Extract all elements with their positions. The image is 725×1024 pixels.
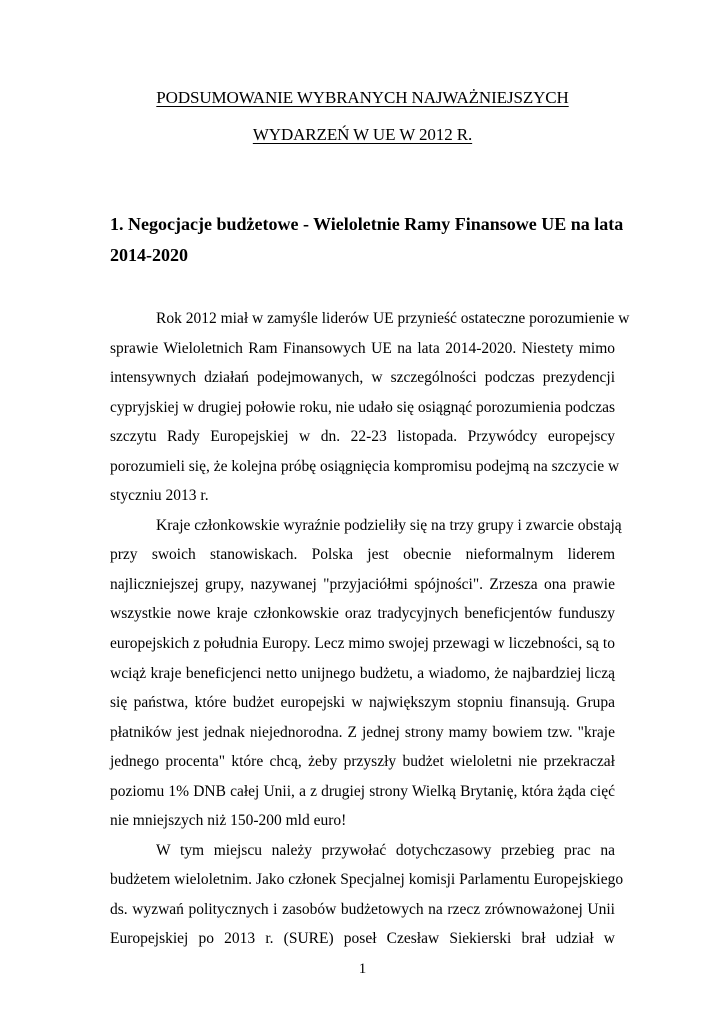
body-line: porozumieli się, że kolejna próbę osiągnięcia kompromisu podejmą na szczycie w (110, 457, 620, 475)
body-line: europejskich z południa Europy. Lecz mimo swojej przewagi w liczebności, są to (110, 635, 615, 653)
document-title-line-2: WYDARZEŃ W UE W 2012 R. (252, 125, 473, 144)
body-line: wciąż kraje beneficjenci netto unijnego budżetu, a wiadomo, że najbardziej liczą (110, 664, 615, 682)
body-line: Rok 2012 miał w zamyśle liderów UE przynieść ostateczne porozumienie w (156, 310, 630, 327)
body-line: nie mniejszych niż 150-200 mld euro! (110, 812, 347, 830)
document-title-line-1: PODSUMOWANIE WYBRANYCH NAJWAŻNIEJSZYCH (156, 88, 569, 107)
page-number: 1 (358, 961, 367, 977)
body-line: Kraje członkowskie wyraźnie podzieliły się na trzy grupy i zwarcie obstają (156, 516, 622, 534)
body-line: ds. wyzwań politycznych i zasobów budżetowych na rzecz zrównoważonej Unii (110, 900, 615, 918)
body-line: przy swoich stanowiskach. Polska jest obecnie nieformalnym liderem (110, 546, 615, 564)
body-line: W tym miejscu należy przywołać dotychczasowy przebieg prac na (156, 841, 615, 859)
body-line: Europejskiej po 2013 r. (SURE) poseł Czesław Siekierski brał udział w (110, 930, 615, 948)
body-line: intensywnych działań podejmowanych, w szczególności podczas prezydencji (110, 369, 615, 387)
body-line: sprawie Wieloletnich Ram Finansowych UE na lata 2014-2020. Niestety mimo (110, 339, 615, 357)
body-line: szczytu Rady Europejskiej w dn. 22-23 listopada. Przywódcy europejscy (110, 428, 615, 446)
section-heading-line-1: 1. Negocjacje budżetowe - Wieloletnie Ramy Finansowe UE na lata (110, 214, 624, 234)
section-heading-line-2: 2014-2020 (110, 245, 188, 265)
body-line: wszystkie nowe kraje członkowskie oraz tradycyjnych beneficjentów funduszy (110, 605, 615, 623)
body-text (110, 304, 630, 954)
body-line: jednego procenta" które chcą, żeby przyszły budżet wieloletni nie przekraczał (110, 753, 615, 771)
body-line: płatników jest jednak niejednorodna. Z jednej strony mamy bowiem tzw. "kraje (110, 723, 615, 741)
body-line: styczniu 2013 r. (110, 487, 209, 505)
body-line: najliczniejszej grupy, nazywanej "przyjaciółmi spójności". Zrzesza ona prawie (110, 575, 615, 593)
body-line: budżetem wieloletnim. Jako członek Specjalnej komisji Parlamentu Europejskiego (110, 871, 624, 889)
body-line: poziomu 1% DNB całej Unii, a z drugiej strony Wielką Brytanię, która żąda cięć (110, 782, 615, 800)
body-line: cypryjskiej w drugiej połowie roku, nie udało się osiągnąć porozumienia podczas (110, 398, 615, 416)
body-line: się państwa, które budżet europejski w największym stopniu finansują. Grupa (110, 694, 615, 712)
